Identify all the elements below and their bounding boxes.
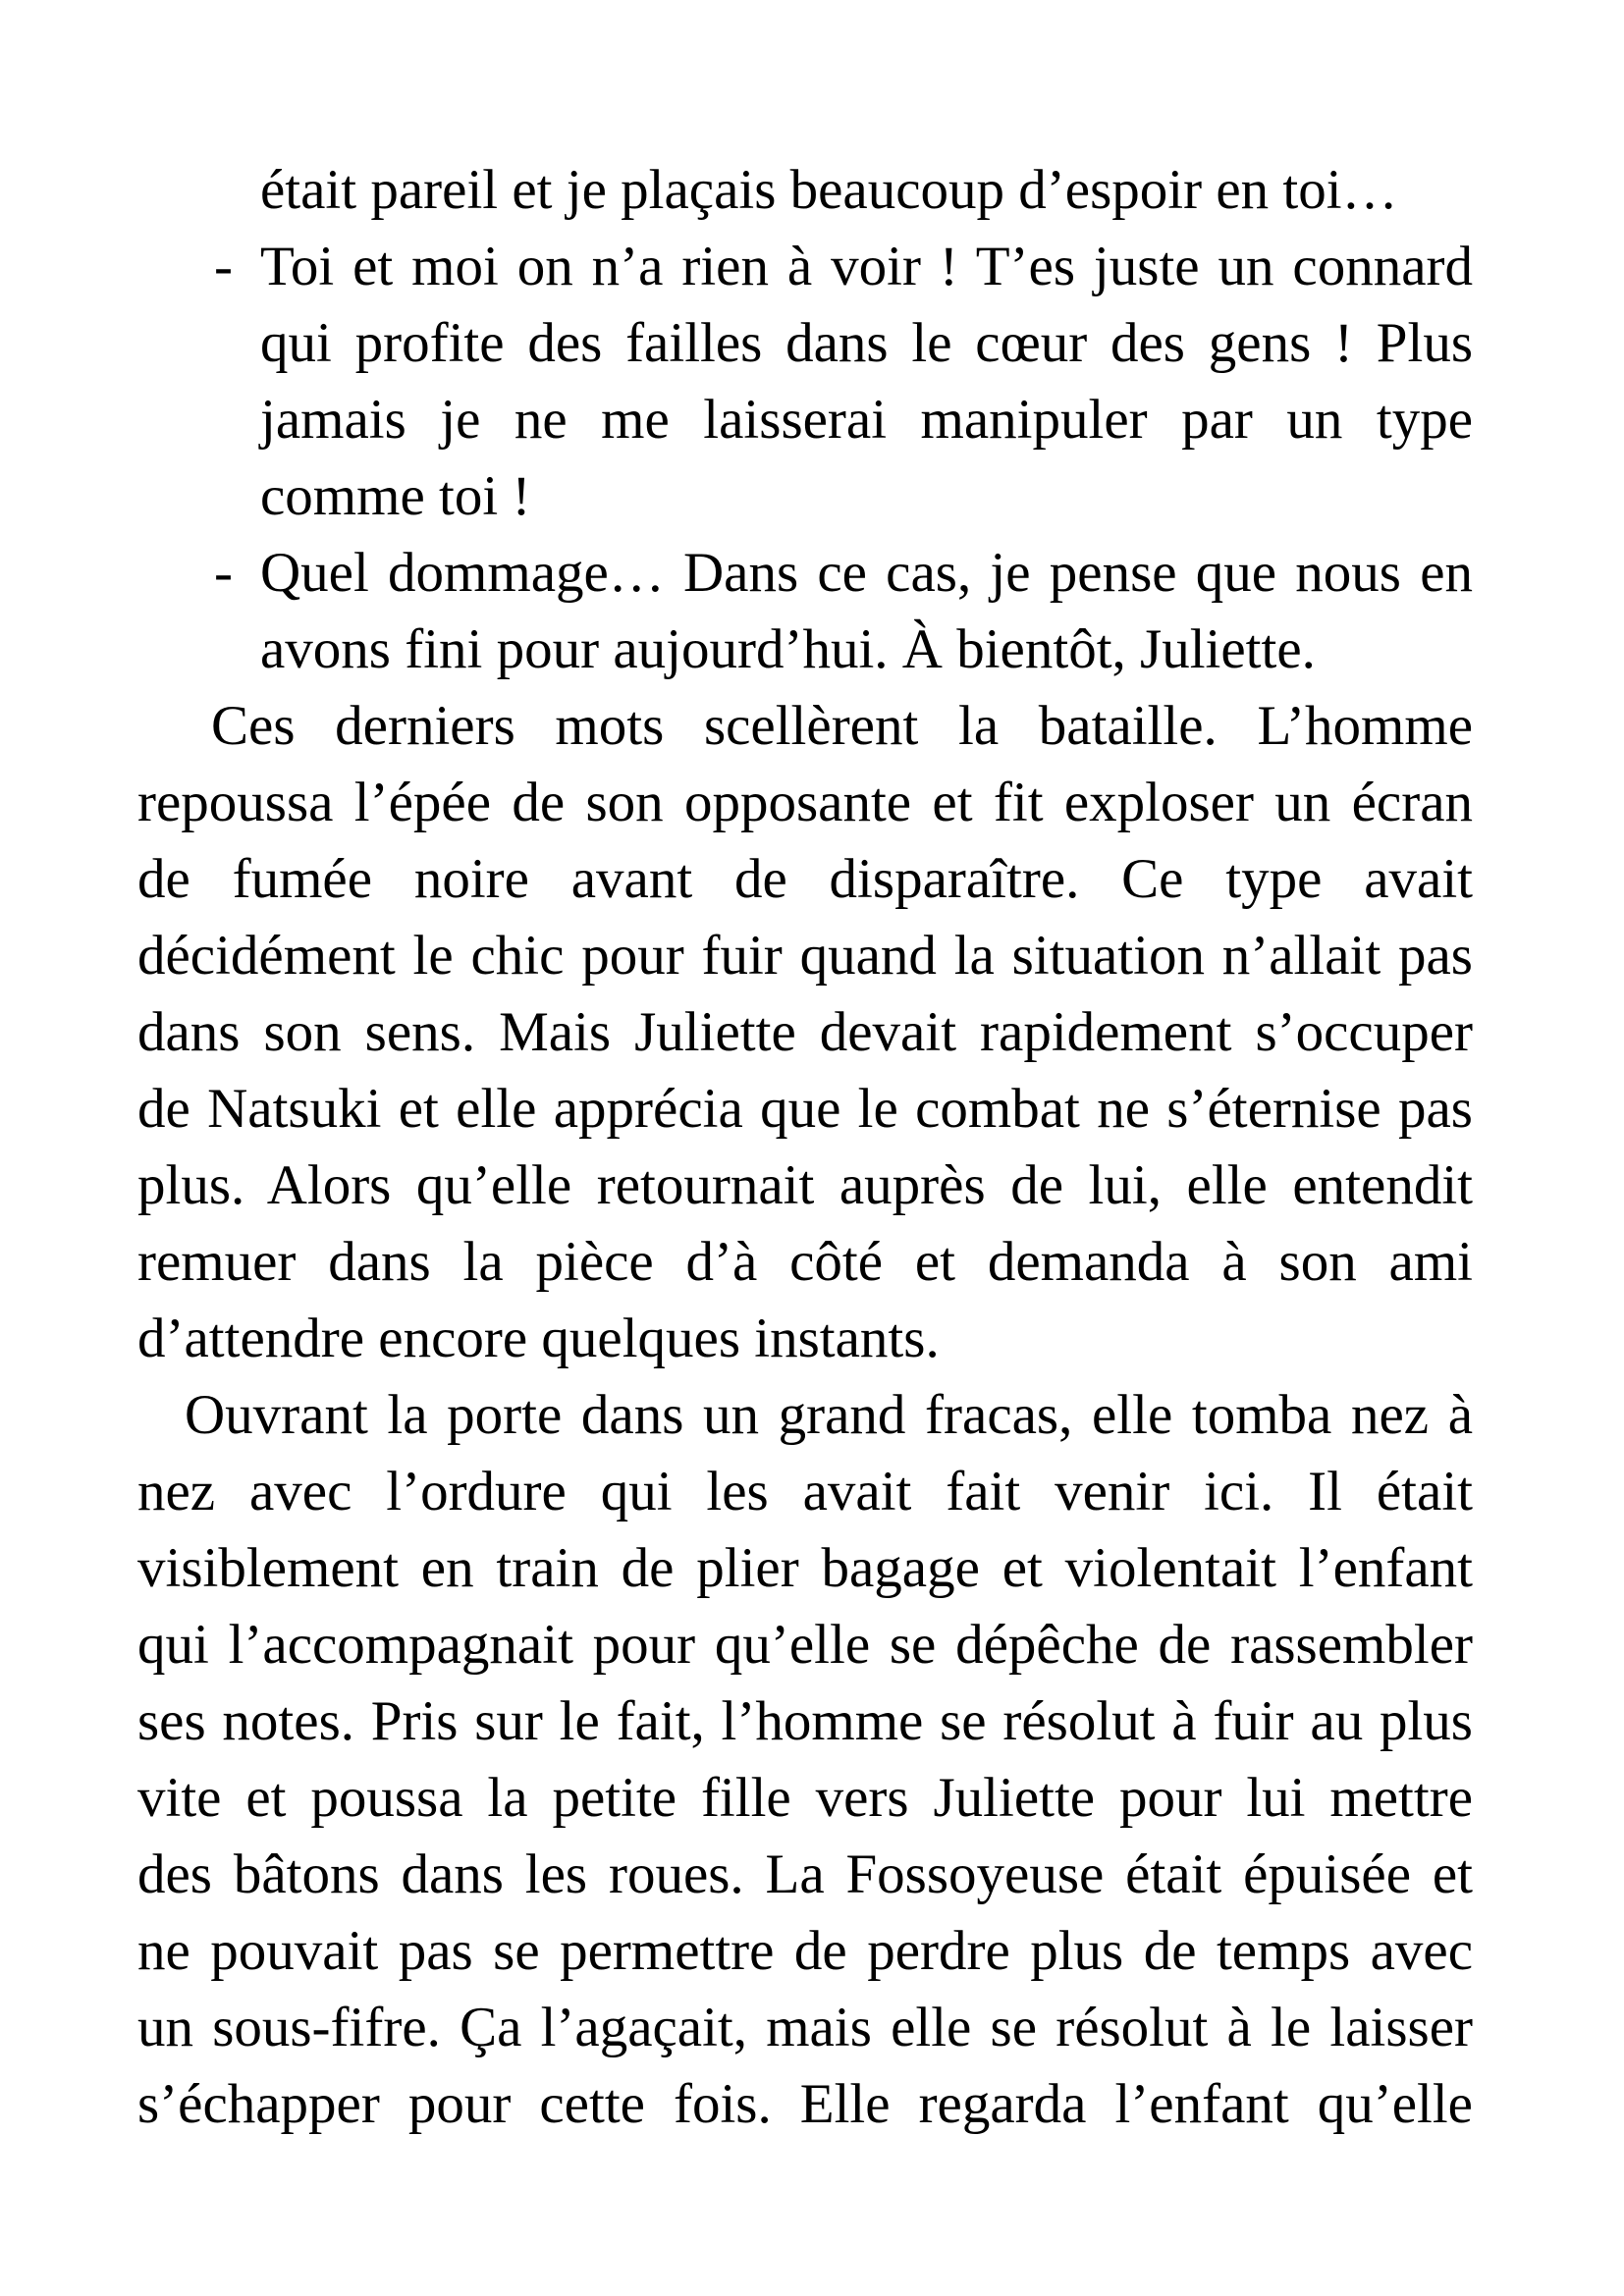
text-line — [137, 1071, 1473, 1148]
text-line — [137, 994, 1473, 1071]
line-text: comme toi ! — [260, 465, 531, 527]
line-text: avons fini pour aujourd’hui. À bientôt, Juliette. — [260, 618, 1316, 680]
text-line — [137, 1990, 1473, 2066]
text-line — [137, 841, 1473, 918]
text-line — [137, 1530, 1473, 1607]
text-line — [260, 458, 1473, 535]
line-text: jamais je ne me laisserai manipuler par un type — [260, 389, 1473, 451]
text-line — [137, 2066, 1473, 2143]
text-line — [137, 1837, 1473, 1913]
text-line — [137, 918, 1473, 994]
line-text: Ouvrant la porte dans un grand fracas, elle tomba nez à — [185, 1384, 1473, 1446]
line-text: d’attendre encore quelques instants. — [137, 1308, 940, 1369]
text-line — [260, 305, 1473, 382]
text-line — [137, 1224, 1473, 1301]
text-column — [137, 152, 1473, 2143]
text-line — [137, 1607, 1473, 1683]
text-line — [137, 1683, 1473, 1760]
line-text: des bâtons dans les roues. La Fossoyeuse était épuisée et — [137, 1843, 1473, 1905]
line-text: nez avec l’ordure qui les avait fait venir ici. Il était — [137, 1461, 1473, 1522]
text-line — [214, 229, 1473, 305]
text-line — [260, 382, 1473, 458]
dialogue-dash: - — [214, 236, 233, 297]
text-line — [137, 688, 1473, 765]
text-line — [260, 152, 1473, 229]
text-line — [260, 612, 1473, 688]
text-line — [137, 765, 1473, 841]
text-line — [137, 1301, 1473, 1377]
line-text: de Natsuki et elle apprécia que le combat ne s’éternise pas — [137, 1078, 1473, 1140]
line-text: de fumée noire avant de disparaître. Ce type avait — [137, 848, 1473, 910]
text-line — [137, 1913, 1473, 1990]
text-line — [137, 1148, 1473, 1224]
dialogue-dash: - — [214, 542, 233, 604]
text-line — [137, 1760, 1473, 1837]
line-text: visiblement en train de plier bagage et violentait l’enfant — [137, 1537, 1473, 1599]
text-line — [214, 535, 1473, 612]
line-text: Ces derniers mots scellèrent la bataille. L’homme — [211, 695, 1473, 757]
text-line — [137, 1454, 1473, 1530]
line-text: Toi et moi on n’a rien à voir ! T’es juste un connard — [260, 236, 1473, 297]
line-text: dans son sens. Mais Juliette devait rapidement s’occuper — [137, 1001, 1473, 1063]
line-text: était pareil et je plaçais beaucoup d’espoir en toi… — [260, 159, 1398, 221]
line-text: qui l’accompagnait pour qu’elle se dépêche de rassembler — [137, 1614, 1473, 1676]
line-text: repoussa l’épée de son opposante et fit exploser un écran — [137, 772, 1473, 833]
line-text: ses notes. Pris sur le fait, l’homme se résolut à fuir au plus — [137, 1690, 1473, 1752]
line-text: vite et poussa la petite fille vers Juliette pour lui mettre — [137, 1767, 1473, 1829]
line-text: décidément le chic pour fuir quand la situation n’allait pas — [137, 925, 1473, 987]
line-text: Quel dommage… Dans ce cas, je pense que nous en — [260, 542, 1473, 604]
line-text: un sous-fifre. Ça l’agaçait, mais elle se résolut à le laisser — [137, 1997, 1473, 2058]
line-text: ne pouvait pas se permettre de perdre plus de temps avec — [137, 1920, 1473, 1982]
line-text: qui profite des failles dans le cœur des gens ! Plus — [260, 312, 1473, 374]
line-text: plus. Alors qu’elle retournait auprès de lui, elle entendit — [137, 1154, 1473, 1216]
text-line — [137, 1377, 1473, 1454]
line-text: s’échapper pour cette fois. Elle regarda l’enfant qu’elle — [137, 2073, 1473, 2135]
line-text: remuer dans la pièce d’à côté et demanda à son ami — [137, 1231, 1473, 1293]
